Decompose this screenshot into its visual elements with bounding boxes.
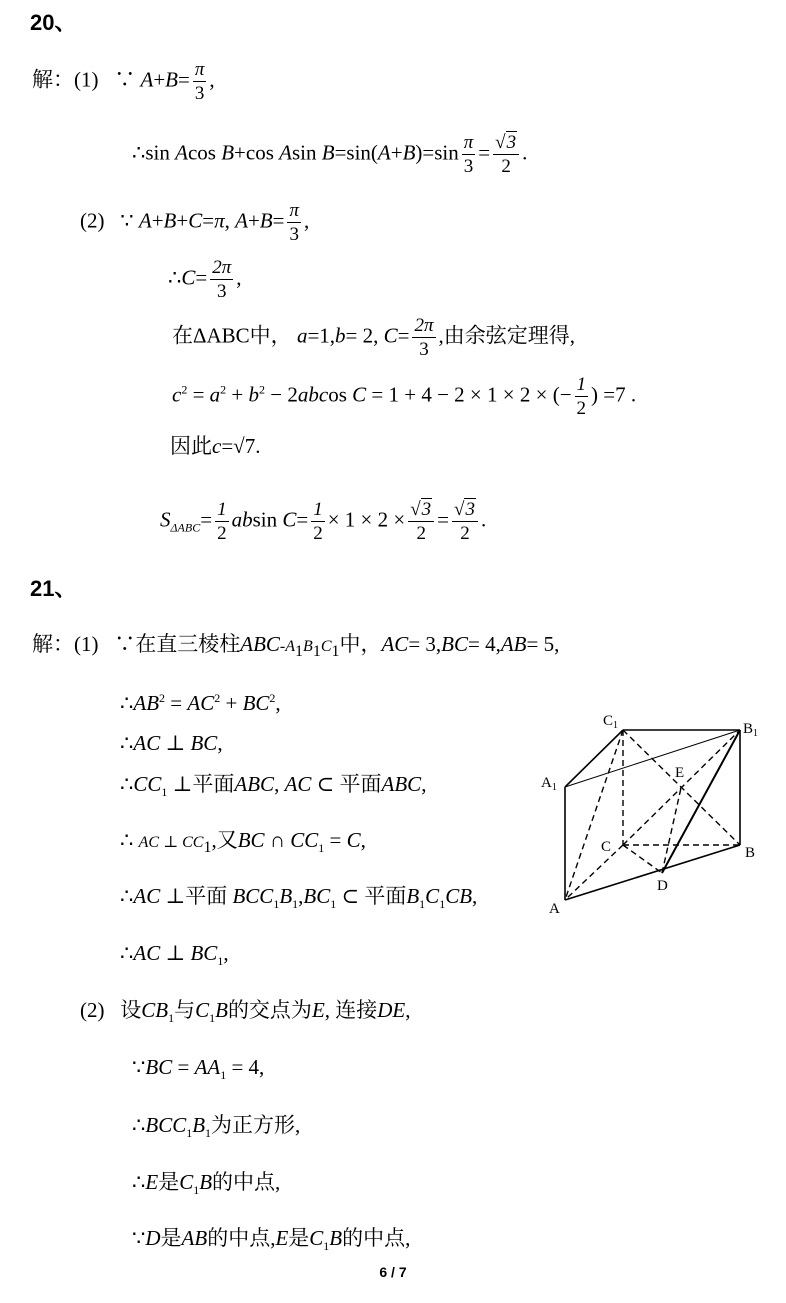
fraction: $\frac{\pi}{3}$ bbox=[194, 59, 205, 104]
q21-part2-line1: (2) 设$CB_1$与$C_1B$的交点为E, 连接DE, bbox=[80, 998, 411, 1026]
label-b: B bbox=[745, 845, 756, 861]
solution-label: 解：(1) bbox=[32, 67, 99, 92]
q20-part2-line2: ∴C= $\frac{2\pi}{3}$ , bbox=[168, 257, 242, 302]
label-a: A bbox=[549, 901, 560, 917]
fraction: $\frac{2\pi}{3}$ bbox=[212, 257, 232, 302]
q20-part1-line2: ∴sin Acos B+cos Asin B=sin(A+B)=sin $\frac{\pi}{3}$ = $\frac{√3}{2}$ . bbox=[132, 132, 528, 177]
fraction: $\frac{\pi}{3}$ bbox=[289, 200, 299, 245]
q21-part1-line3: ∴AC ⊥ BC, bbox=[120, 731, 223, 755]
q20-part2-line6: $S_{\Delta ABC}=$ $\frac{1}{2}$ absin C= $\frac{1}{2}$ × 1 × 2 × $\frac{√3}{2}$ = $\frac{√3}{2}$ . bbox=[160, 499, 487, 544]
part-label: (2) bbox=[80, 998, 105, 1022]
fraction: $\frac{1}{2}$ bbox=[217, 499, 227, 544]
q20-number: 20、 bbox=[30, 10, 77, 35]
fraction: $\frac{√3}{2}$ bbox=[493, 133, 519, 176]
label-d: D bbox=[657, 878, 668, 894]
fraction: $\frac{1}{2}$ bbox=[313, 499, 323, 544]
label-b1: $B_1$ bbox=[743, 721, 759, 739]
solution-label: 解：(1) bbox=[32, 632, 99, 656]
q21-part2-line5: ∵D是AB的中点,E是$C_1B$的中点, bbox=[132, 1226, 411, 1254]
q21-part1-line1: 解：(1) ∵在直三棱柱ABC-$A_1B_1C_1$中，AC= 3,BC= 4,AB= 5, bbox=[32, 632, 560, 661]
fraction: $\frac{2\pi}{3}$ bbox=[414, 315, 434, 360]
label-a1: $A_1$ bbox=[541, 775, 557, 793]
q21-part2-line3: $\therefore BCC_1B_1$为正方形, bbox=[132, 1113, 301, 1141]
q20-part2-line4: $c^2 = a^2 + b^2 - 2abcos$ C = 1 + 4 − 2 × 1 × 2 × (− $\frac{1}{2}$ ) =7 . bbox=[172, 374, 637, 419]
q21-part1-line5: ∴ AC ⊥ $CC_1$,又BC ∩ $CC_1 = C$, bbox=[120, 828, 366, 857]
q21-part2-line4: ∴E是$C_1B$的中点, bbox=[132, 1170, 281, 1198]
label-e: E bbox=[675, 765, 685, 781]
q21-part1-line4: $\therefore CC_1$ ⊥平面ABC, AC ⊂ 平面ABC, bbox=[120, 772, 427, 800]
fraction: $\frac{√3}{2}$ bbox=[452, 500, 478, 543]
q20-part1-line1: 解：(1) ∵ A+B= $\frac{\pi}{3}$ , bbox=[32, 59, 215, 104]
q21-part2-line2: ∵BC = $AA_1 = 4$, bbox=[132, 1055, 265, 1083]
part-label: (2) bbox=[80, 208, 105, 233]
q21-part1-line6: ∴AC ⊥平面 $BCC_1B_1,BC_1$ ⊂ 平面$B_1C_1CB$, bbox=[120, 884, 478, 912]
page-number: 6 / 7 bbox=[379, 1264, 407, 1280]
q21-part1-line7: ∴AC ⊥ $BC_1$, bbox=[120, 941, 229, 969]
label-c: C bbox=[601, 839, 612, 855]
fraction: $\frac{1}{2}$ bbox=[576, 374, 587, 419]
label-c1: $C_1$ bbox=[603, 713, 619, 731]
fraction: $\frac{\pi}{3}$ bbox=[463, 132, 474, 177]
q20-part2-line1: (2) ∵ A+B+C=π, A+B= $\frac{\pi}{3}$ , bbox=[80, 200, 310, 245]
prism-hidden-edges bbox=[565, 730, 740, 900]
fraction: $\frac{√3}{2}$ bbox=[408, 500, 434, 543]
prism-figure bbox=[535, 705, 775, 920]
q21-part1-line2: $\therefore AB^2 = AC^2 + BC^2$, bbox=[120, 691, 281, 715]
q21-number: 21、 bbox=[30, 576, 77, 601]
q20-part2-line3: 在ΔABC中， a=1,b= 2, C= $\frac{2\pi}{3}$ ,由余弦定理得, bbox=[172, 315, 576, 360]
q20-part2-line5: 因此c=√7. bbox=[170, 434, 261, 458]
